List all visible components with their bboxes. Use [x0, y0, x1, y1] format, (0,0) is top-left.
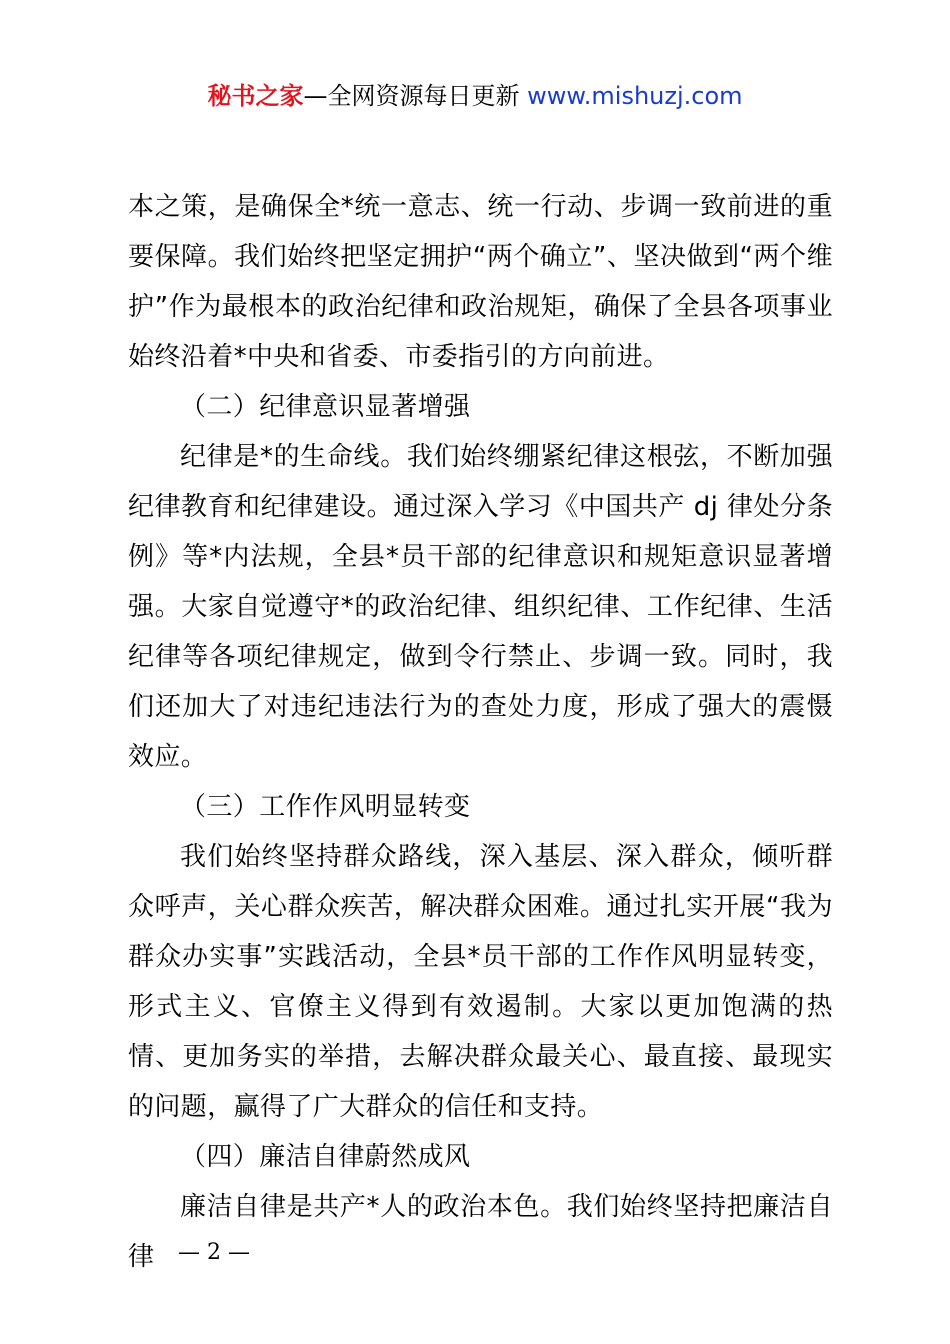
section-heading-4: （四）廉洁自律蔚然成风 — [180, 1142, 471, 1172]
page-number: — 2 — — [178, 1240, 250, 1265]
header-url-link[interactable]: www.mishuzj.com — [527, 82, 743, 110]
body-paragraph-4: 廉洁自律是共产*人的政治本色。我们始终坚持把廉洁自律 — [128, 1192, 833, 1272]
header-brand: 秘书之家 — [207, 82, 304, 110]
page-header — [0, 80, 950, 112]
header-tagline: —全网资源每日更新 — [303, 82, 528, 110]
section-heading-3: （三）工作作风明显转变 — [180, 792, 471, 822]
section-heading-2: （二）纪律意识显著增强 — [180, 392, 471, 422]
body-paragraph-1: 本之策，是确保全*统一意志、统一行动、步调一致前进的重要保障。我们始终把坚定拥护“两个确立”、坚决做到“两个维护”作为最根本的政治纪律和政治规矩，确保了全县各项事业始终沿着*中央和省委、市委指引的方向前进。 — [128, 192, 833, 372]
document-body — [128, 182, 833, 1282]
body-paragraph-2: 纪律是*的生命线。我们始终绷紧纪律这根弦，不断加强纪律教育和纪律建设。通过深入学习《中国共产 dj 律处分条例》等*内法规，全县*员干部的纪律意识和规矩意识显著增强。大家自觉遵守*的政治纪律、组织纪律、工作纪律、生活纪律等各项纪律规定，做到令行禁止、步调一致。同时，我们还加大了对违纪违法行为的查处力度，形成了强大的震慑效应。 — [128, 442, 833, 772]
body-paragraph-3: 我们始终坚持群众路线，深入基层、深入群众，倾听群众呼声，关心群众疾苦，解决群众困难。通过扎实开展“我为群众办实事”实践活动，全县*员干部的工作作风明显转变，形式主义、官僚主义得到有效遏制。大家以更加饱满的热情、更加务实的举措，去解决群众最关心、最直接、最现实的问题，赢得了广大群众的信任和支持。 — [128, 842, 833, 1122]
